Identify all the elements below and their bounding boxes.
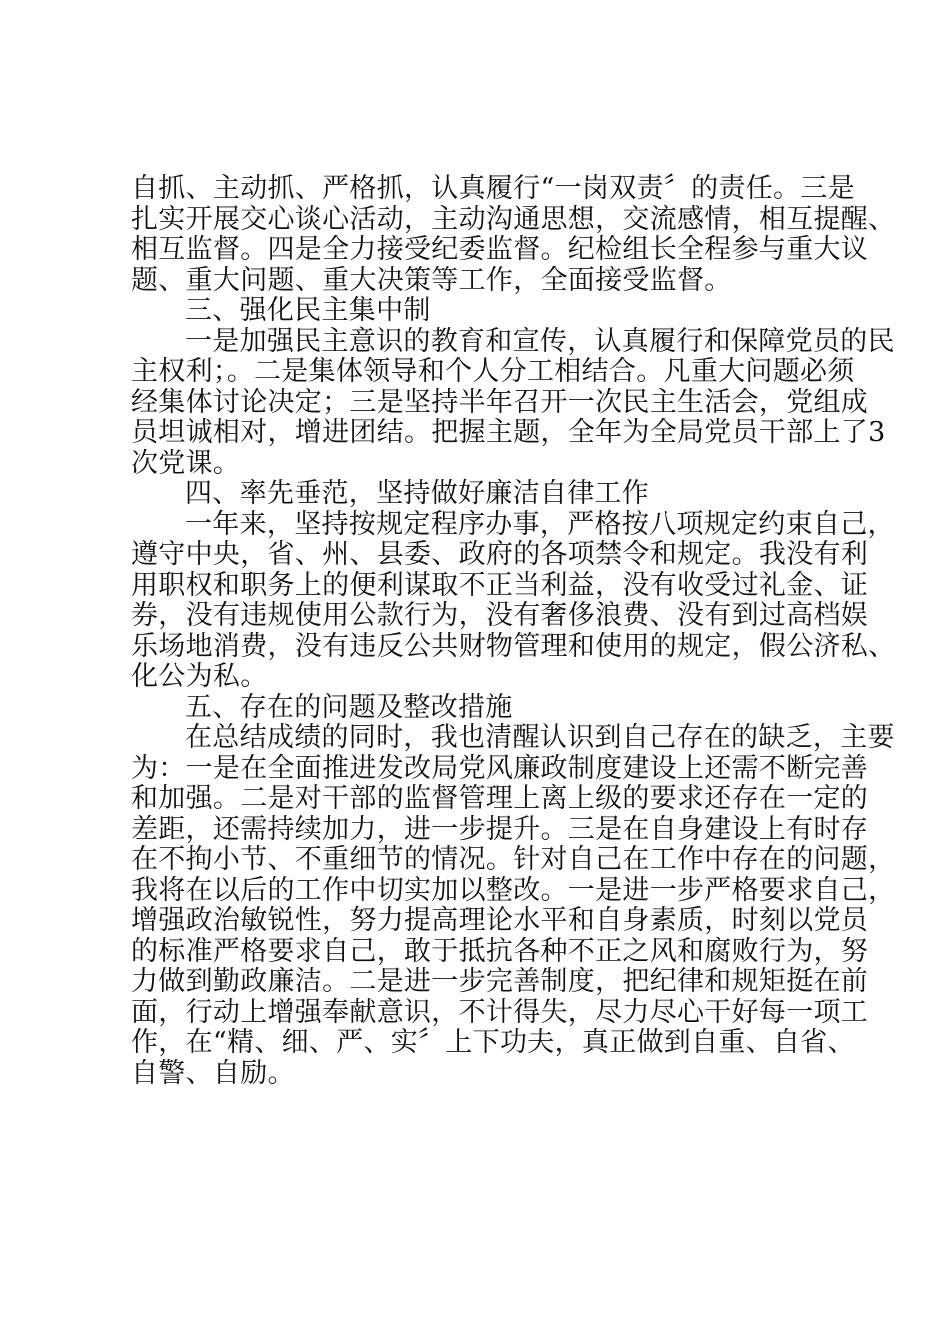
text-line-16: 乐场地消费，没有违反公共财物管理和使用的规定，假公济私、: [131, 630, 896, 662]
text-line-30: 自警、自励。: [131, 1057, 295, 1089]
text-line-14: 用职权和职务上的便利谋取不正当利益，没有收受过礼金、证: [131, 569, 869, 601]
text-line-19: 在总结成绩的同时，我也清醒认识到自己存在的缺乏，主要: [185, 722, 895, 753]
text-line-6: 一是加强民主意识的教育和宣传，认真履行和保障党员的民: [185, 325, 895, 357]
text-line-20: 为：一是在全面推进发改局党风廉政制度建设上还需不断完善: [131, 752, 869, 784]
text-line-8: 经集体讨论决定；三是坚持半年召开一次民主生活会，党组成: [131, 386, 869, 418]
text-line-7: 主权利；。二是集体领导和个人分工相结合。凡重大问题必须: [131, 356, 855, 387]
text-line-23: 在不拘小节、不重细节的情况。针对自己在工作中存在的问题，: [131, 844, 896, 875]
text-line-21: 和加强。二是对干部的监督管理上离上级的要求还存在一定的: [131, 783, 869, 814]
text-line-28: 面，行动上增强奉献意识，不计得失，尽力尽心干好每一项工: [131, 996, 869, 1028]
text-line-3: 相互监督。四是全力接受纪委监督。纪检组长全程参与重大议: [131, 234, 869, 265]
text-line-17: 化公为私。: [131, 661, 268, 692]
text-line-27: 力做到勤政廉洁。二是进一步完善制度，把纪律和规矩挺在前: [131, 966, 869, 997]
text-line-22: 差距，还需持续加力，进一步提升。三是在自身建设上有时存: [131, 813, 869, 845]
text-line-9: 员坦诚相对，增进团结。把握主题，全年为全局党员干部上了3: [131, 417, 886, 448]
text-line-1: 自抓、主动抓、严格抓，认真履行“一岗双责〞的责任。三是: [131, 173, 855, 204]
text-line-25: 增强政治敏锐性，努力提高理论水平和自身素质，时刻以党员: [131, 905, 869, 936]
section-heading-5: 五、存在的问题及整改措施: [185, 691, 513, 723]
section-heading-3: 三、强化民主集中制: [185, 295, 431, 326]
text-line-2: 扎实开展交心谈心活动，主动沟通思想，交流感情，相互提醒、: [131, 203, 896, 235]
section-heading-4: 四、率先垂范，坚持做好廉洁自律工作: [185, 478, 650, 509]
text-line-26: 的标准严格要求自己，敢于抵抗各种不正之风和腐败行为，努: [131, 935, 869, 967]
document-body: [131, 173, 896, 1089]
text-line-15: 券，没有违规使用公款行为，没有奢侈浪费、没有到过高档娱: [131, 600, 869, 631]
text-line-4: 题、重大问题、重大决策等工作，全面接受监督。: [131, 264, 732, 296]
text-line-13: 遵守中央，省、州、县委、政府的各项禁令和规定。我没有利: [131, 539, 869, 570]
text-line-24: 我将在以后的工作中切实加以整改。一是进一步严格要求自己，: [131, 874, 896, 906]
text-line-29: 作，在“精、细、严、实〞上下功夫，真正做到自重、自省、: [131, 1027, 855, 1058]
text-line-12: 一年来，坚持按规定程序办事，严格按八项规定约束自己，: [185, 508, 895, 540]
text-line-10: 次党课。: [131, 447, 241, 479]
